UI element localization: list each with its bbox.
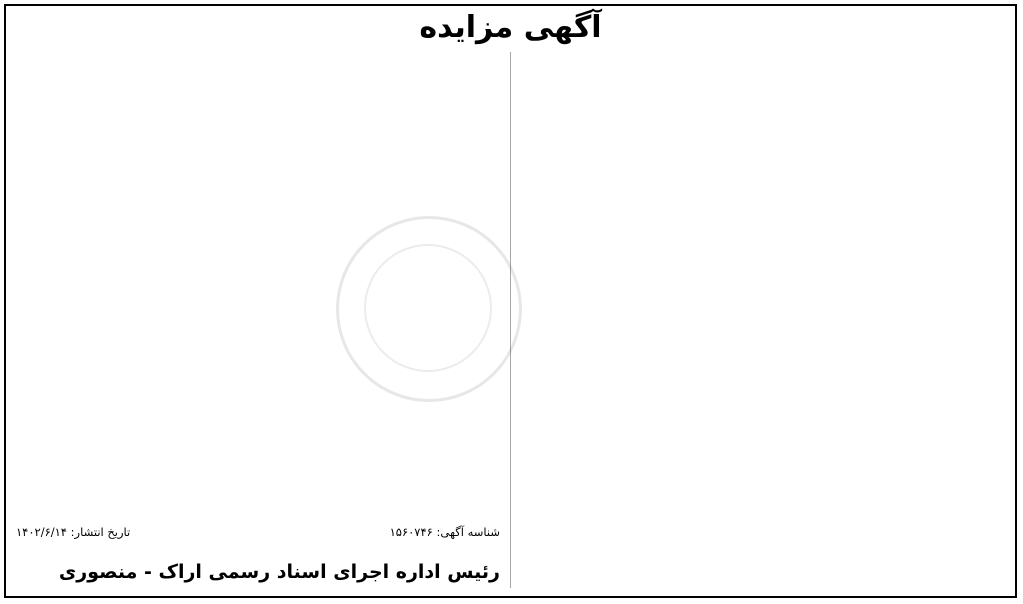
publish-date-label: تاریخ انتشار: <box>70 524 131 539</box>
column-divider <box>510 52 511 588</box>
announcement-id-label: شناسه آگهی: <box>436 524 500 539</box>
auction-notice <box>4 4 1017 598</box>
notice-title: آگهی مزایده <box>419 10 602 45</box>
notice-columns <box>16 52 1005 588</box>
publish-date <box>16 524 130 540</box>
announcement-id <box>390 524 500 540</box>
announcement-id-value: ۱۵۶۰۷۴۶ <box>389 524 433 539</box>
notice-signature: رئیس اداره اجرای اسناد رسمی اراک - منصوری <box>58 560 500 583</box>
notice-column-left <box>16 52 500 588</box>
publish-date-value: ۱۴۰۲/۶/۱۴ <box>16 524 67 539</box>
notice-meta <box>16 524 500 540</box>
notice-column-right <box>521 52 1005 588</box>
